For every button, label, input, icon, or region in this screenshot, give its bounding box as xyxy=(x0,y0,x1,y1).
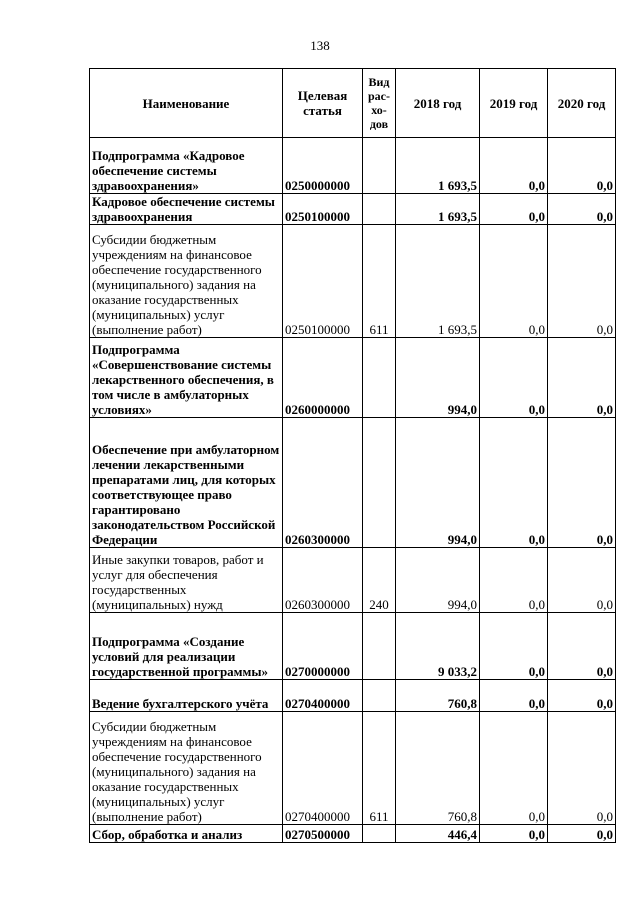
row-2018: 760,8 xyxy=(396,680,480,712)
row-2019: 0,0 xyxy=(480,613,548,680)
row-2020: 0,0 xyxy=(548,548,616,613)
table-row xyxy=(90,225,616,338)
row-code: 0250100000 xyxy=(283,225,363,338)
table-row xyxy=(90,712,616,825)
row-2018: 9 033,2 xyxy=(396,613,480,680)
row-code: 0260300000 xyxy=(283,418,363,548)
table-row xyxy=(90,418,616,548)
header-2019: 2019 год xyxy=(480,69,548,138)
row-kind: 611 xyxy=(363,712,396,825)
row-kind xyxy=(363,338,396,418)
page-number: 138 xyxy=(310,38,330,53)
row-2018: 1 693,5 xyxy=(396,194,480,225)
table-row xyxy=(90,613,616,680)
row-2020: 0,0 xyxy=(548,712,616,825)
row-2018: 994,0 xyxy=(396,548,480,613)
row-2019: 0,0 xyxy=(480,194,548,225)
row-name: Субсидии бюджетным учреждениям на финансовое обеспечение государственного (муниципального) задания на оказание государственных (муниципальных) услуг (выполнение работ) xyxy=(90,712,283,825)
row-kind xyxy=(363,194,396,225)
row-2019: 0,0 xyxy=(480,418,548,548)
row-2019: 0,0 xyxy=(480,225,548,338)
row-kind xyxy=(363,613,396,680)
table-row xyxy=(90,194,616,225)
table-row xyxy=(90,548,616,613)
row-2019: 0,0 xyxy=(480,712,548,825)
row-2018: 1 693,5 xyxy=(396,225,480,338)
row-name: Обеспечение при амбулаторном лечении лекарственными препаратами лиц, для которых соответствующее право гарантировано законодательством Российской Федерации xyxy=(90,418,283,548)
row-code: 0270000000 xyxy=(283,613,363,680)
row-kind: 611 xyxy=(363,225,396,338)
row-name: Кадровое обеспечение системы здравоохранения xyxy=(90,194,283,225)
row-2020: 0,0 xyxy=(548,418,616,548)
row-code: 0270500000 xyxy=(283,825,363,843)
row-kind xyxy=(363,138,396,194)
header-2020: 2020 год xyxy=(548,69,616,138)
row-2018: 760,8 xyxy=(396,712,480,825)
row-name: Субсидии бюджетным учреждениям на финансовое обеспечение государственного (муниципального) задания на оказание государственных (муниципальных) услуг (выполнение работ) xyxy=(90,225,283,338)
row-2018: 446,4 xyxy=(396,825,480,843)
row-2020: 0,0 xyxy=(548,338,616,418)
row-2020: 0,0 xyxy=(548,680,616,712)
row-2019: 0,0 xyxy=(480,338,548,418)
row-name: Иные закупки товаров, работ и услуг для обеспечения государственных (муниципальных) нужд xyxy=(90,548,283,613)
table-header-row xyxy=(90,69,616,138)
row-kind xyxy=(363,680,396,712)
row-2020: 0,0 xyxy=(548,613,616,680)
table-row xyxy=(90,680,616,712)
row-name: Подпрограмма «Совершенствование системы лекарственного обеспечения, в том числе в амбулаторных условиях» xyxy=(90,338,283,418)
row-2019: 0,0 xyxy=(480,138,548,194)
row-code: 0270400000 xyxy=(283,680,363,712)
row-kind xyxy=(363,418,396,548)
row-2018: 994,0 xyxy=(396,418,480,548)
budget-table xyxy=(89,68,616,843)
row-code: 0250100000 xyxy=(283,194,363,225)
header-name: Наименование xyxy=(90,69,283,138)
table-body xyxy=(90,138,616,843)
table-row xyxy=(90,338,616,418)
row-2019: 0,0 xyxy=(480,548,548,613)
row-code: 0270400000 xyxy=(283,712,363,825)
header-kind: Вид рас- хо- дов xyxy=(363,69,396,138)
row-code: 0260000000 xyxy=(283,338,363,418)
row-code: 0250000000 xyxy=(283,138,363,194)
row-name: Подпрограмма «Создание условий для реализации государственной программы» xyxy=(90,613,283,680)
row-2020: 0,0 xyxy=(548,194,616,225)
row-code: 0260300000 xyxy=(283,548,363,613)
row-kind xyxy=(363,825,396,843)
table-row xyxy=(90,825,616,843)
row-name: Сбор, обработка и анализ xyxy=(90,825,283,843)
row-2018: 994,0 xyxy=(396,338,480,418)
header-code: Целевая статья xyxy=(283,69,363,138)
row-2020: 0,0 xyxy=(548,225,616,338)
row-2018: 1 693,5 xyxy=(396,138,480,194)
table-row xyxy=(90,138,616,194)
row-kind: 240 xyxy=(363,548,396,613)
header-2018: 2018 год xyxy=(396,69,480,138)
row-2020: 0,0 xyxy=(548,825,616,843)
row-name: Ведение бухгалтерского учёта xyxy=(90,680,283,712)
row-name: Подпрограмма «Кадровое обеспечение системы здравоохранения» xyxy=(90,138,283,194)
row-2019: 0,0 xyxy=(480,825,548,843)
row-2019: 0,0 xyxy=(480,680,548,712)
row-2020: 0,0 xyxy=(548,138,616,194)
